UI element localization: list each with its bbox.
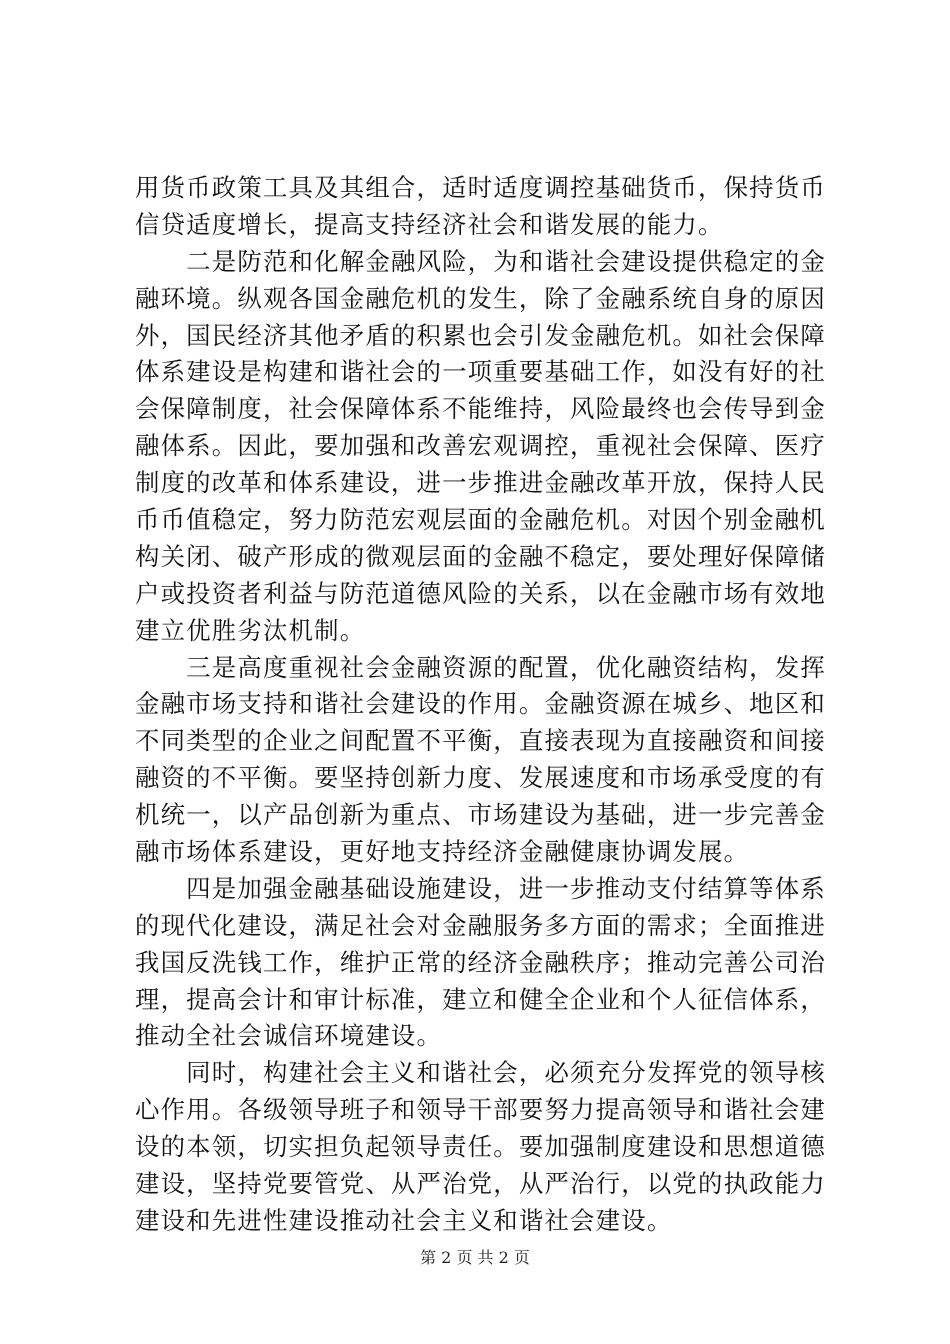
text-line-6: 体系建设是构建和谐社会的一项重要基础工作，如没有好的社 (135, 357, 826, 387)
text-line-20: 四是加强金融基础设施建设，进一步推动支付结算等体系 (135, 873, 826, 903)
text-line-19: 融市场体系建设，更好地支持经济金融健康协调发展。 (135, 837, 750, 867)
text-line-28: 建设，坚持党要管党、从严治党，从严治行，以党的执政能力 (135, 1169, 826, 1199)
page-number-footer: 第 2 页 共 2 页 (420, 1248, 530, 1267)
text-line-23: 理，提高会计和审计标准，建立和健全企业和个人征信体系， (135, 984, 826, 1014)
text-line-11: 构关闭、破产形成的微观层面的金融不稳定，要处理好保障储 (135, 541, 826, 571)
text-line-13: 建立优胜劣汰机制。 (135, 615, 366, 645)
text-line-29: 建设和先进性建设推动社会主义和谐社会建设。 (135, 1205, 673, 1235)
text-line-8: 融体系。因此，要加强和改善宏观调控，重视社会保障、医疗 (135, 431, 826, 461)
text-line-16: 不同类型的企业之间配置不平衡，直接表现为直接融资和间接 (135, 726, 826, 756)
text-line-2: 信贷适度增长，提高支持经济社会和谐发展的能力。 (135, 209, 724, 239)
text-line-4: 融环境。纵观各国金融危机的发生，除了金融系统自身的原因 (135, 283, 826, 313)
text-line-3: 二是防范和化解金融风险，为和谐社会建设提供稳定的金 (135, 246, 826, 276)
text-line-10: 币币值稳定，努力防范宏观层面的金融危机。对因个别金融机 (135, 505, 826, 535)
text-line-1: 用货币政策工具及其组合，适时适度调控基础货币，保持货币 (135, 173, 826, 202)
text-line-15: 金融市场支持和谐社会建设的作用。金融资源在城乡、地区和 (135, 689, 826, 719)
text-line-17: 融资的不平衡。要坚持创新力度、发展速度和市场承受度的有 (135, 763, 826, 793)
text-line-14: 三是高度重视社会金融资源的配置，优化融资结构，发挥 (135, 652, 826, 682)
text-line-12: 户或投资者利益与防范道德风险的关系，以在金融市场有效地 (135, 578, 826, 608)
text-line-18: 机统一，以产品创新为重点、市场建设为基础，进一步完善金 (135, 800, 826, 830)
text-line-25: 同时，构建社会主义和谐社会，必须充分发挥党的领导核 (135, 1058, 826, 1088)
body-text (135, 170, 835, 1240)
text-line-7: 会保障制度，社会保障体系不能维持，风险最终也会传导到金 (135, 394, 826, 424)
text-line-5: 外，国民经济其他矛盾的积累也会引发金融危机。如社会保障 (135, 320, 826, 350)
text-line-22: 我国反洗钱工作，维护正常的经济金融秩序；推动完善公司治 (135, 947, 826, 977)
text-line-26: 心作用。各级领导班子和领导干部要努力提高领导和谐社会建 (135, 1095, 826, 1125)
text-line-27: 设的本领，切实担负起领导责任。要加强制度建设和思想道德 (135, 1132, 826, 1162)
text-line-21: 的现代化建设，满足社会对金融服务多方面的需求；全面推进 (135, 910, 826, 940)
text-line-9: 制度的改革和体系建设，进一步推进金融改革开放，保持人民 (135, 468, 826, 498)
text-line-24: 推动全社会诚信环境建设。 (135, 1021, 443, 1051)
